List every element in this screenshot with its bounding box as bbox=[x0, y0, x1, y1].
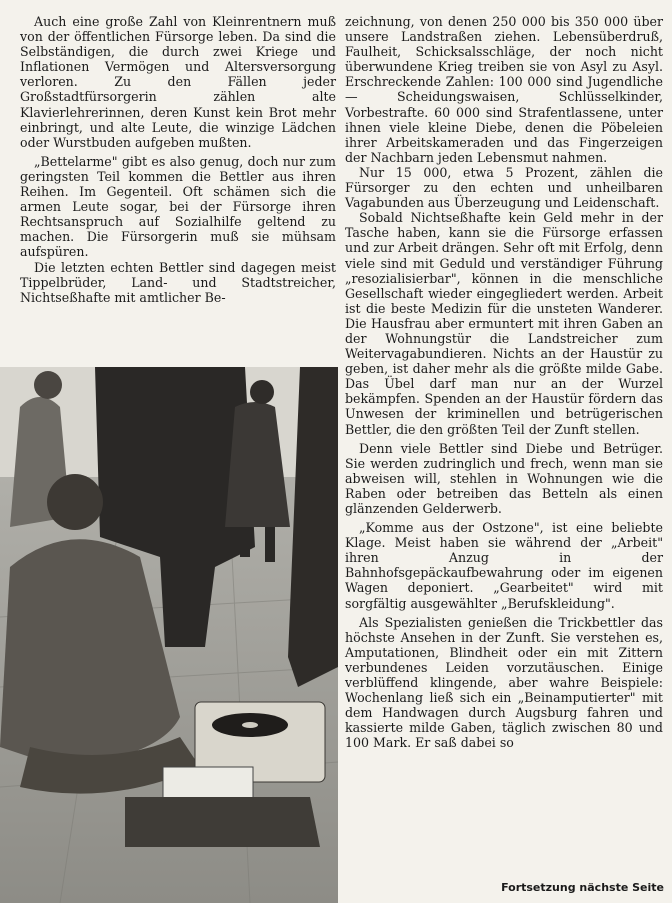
beggar-photo-illustration bbox=[0, 367, 338, 903]
paragraph: Sobald Nichtseßhafte kein Geld mehr in der Tasche haben, kann sie die Fürsorge erfassen und zur Arbeit drängen. Sehr oft mit Erfolg, denn viele sind mit Geduld und verständiger Führung „resozialisierbar", können in die menschliche Gesellschaft wieder eingegliedert werden. Arbeit ist die beste Medizin für die unsteten Wanderer. Die Hausfrau aber ermuntert mit ihren Gaben an der Wohnungstür die Landstreicher zum Weitervagabundieren. Nichts an der Haustür zu geben, ist daher mehr als die größte milde Gabe. Das Übel darf man nur an der Wurzel bekämpfen. Spenden an der Haustür fördern das Unwesen der kriminellen und betrügerischen Bettler, die den größten Teil der Zunft stellen. bbox=[345, 210, 663, 437]
article-right-column bbox=[345, 14, 663, 751]
paragraph: „Bettelarme" gibt es also genug, doch nur zum geringsten Teil kommen die Bettler aus ihren Reihen. Im Gegenteil. Oft schämen sich die armen Leute sogar, bei der Fürsorge ihren Rechtsanspruch auf Sozialhilfe geltend zu machen. Die Fürsorgerin muß sie mühsam aufspüren. bbox=[20, 153, 336, 260]
article-left-column bbox=[20, 14, 336, 305]
beggar-photo bbox=[0, 367, 338, 903]
paragraph: Auch eine große Zahl von Kleinrentnern muß von der öffentlichen Fürsorge leben. Da sind die Selbständigen, die durch zwei Kriege und Inflationen Vermögen und Altersversorgung verloren. Zu den Fällen jeder Großstadtfürsorgerin zählen alte Klavierlehrerinnen, deren Kunst kein Brot mehr einbringt, und alte Leute, die winzige Lädchen oder Wurstbuden aufgeben mußten. bbox=[20, 14, 336, 150]
paragraph: Als Spezialisten genießen die Trickbettler das höchste Ansehen in der Zunft. Sie verstehen es, Amputationen, Blindheit oder ein mit Zittern verbundenes Leiden vorzutäuschen. Einige verblüffend klingende, aber wahre Beispiele: Wochenlang ließ sich ein „Beinamputierter" mit dem Handwagen durch Augsburg fahren und kassierte milde Gaben, täglich zwischen 80 und 100 Mark. Er saß dabei so bbox=[345, 614, 663, 751]
continuation-note: Fortsetzung nächste Seite bbox=[501, 881, 664, 894]
paragraph: Die letzten echten Bettler sind dagegen meist Tippelbrüder, Land- und Stadtstreicher, Nichtseßhafte mit amtlicher Be- bbox=[20, 259, 336, 305]
paragraph: Denn viele Bettler sind Diebe und Betrüger. Sie werden zudringlich und frech, wenn man sie abweisen will, stehlen in Wohnungen wie die Raben oder betreiben das Betteln als einen glänzenden Gelderwerb. bbox=[345, 440, 663, 516]
paragraph: Nur 15 000, etwa 5 Prozent, zählen die Fürsorger zu den echten und unheilbaren Vagabunden aus Überzeugung und Leidenschaft. bbox=[345, 164, 663, 211]
paragraph: „Komme aus der Ostzone", ist eine beliebte Klage. Meist haben sie während der „Arbeit" ihren Anzug in der Bahnhofsgepäckaufbewahrung oder im eigenen Wagen deponiert. „Gearbeitet" wird mit sorgfältig ausgewählter „Berufskleidung". bbox=[345, 520, 663, 611]
paragraph: zeichnung, von denen 250 000 bis 350 000 über unsere Landstraßen ziehen. Lebensüberdruß, Faulheit, Schicksalsschläge, der noch nicht überwundene Krieg treiben sie von Asyl zu Asyl. Erschreckende Zahlen: 100 000 sind Jugendliche — Scheidungswaisen, Schlüsselkinder, Vorbestrafte. 60 000 sind Strafentlassene, unter ihnen viele kleine Diebe, denen die Pöbeleien ihrer Arbeitskameraden und das Fingerzeigen der Nachbarn jeden Lebensmut nahmen. bbox=[345, 14, 663, 165]
